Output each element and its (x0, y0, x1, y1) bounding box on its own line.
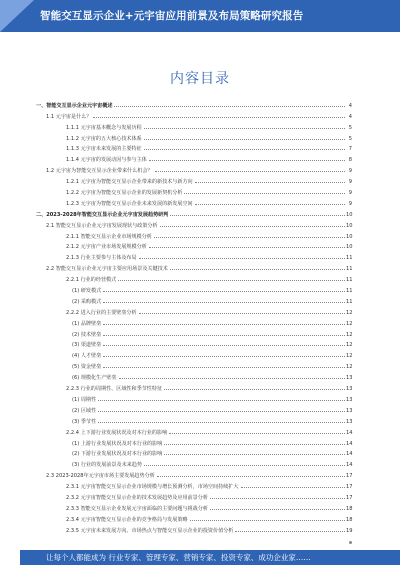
toc-page-number: 13 (346, 386, 353, 393)
toc-entry-text: 1.2.3 元宇宙为智能交互显示企业未来发展的新发展空间 (66, 200, 193, 207)
toc-entry-text: 2.1.3 行业主要参与主体及布局 (66, 255, 137, 262)
toc-page-number: 14 (346, 462, 353, 469)
toc-page-number: 9 (348, 168, 352, 175)
toc-page-number: 12 (346, 309, 353, 316)
toc-page-number: 9 (348, 190, 352, 197)
toc-page-number: 18 (346, 505, 353, 512)
toc-page-number: 8 (348, 157, 352, 164)
toc-page-number: 7 (348, 146, 352, 153)
toc-entry-text: 二、2023-2028年智能交互显示企业元宇宙发展趋势研判 (36, 211, 169, 218)
toc-entry[interactable] (36, 294, 352, 305)
toc-entry[interactable] (36, 218, 352, 229)
toc-entry[interactable] (36, 272, 352, 283)
toc-entry[interactable] (36, 403, 352, 414)
toc-entry[interactable] (36, 98, 352, 109)
toc-entry[interactable] (36, 468, 352, 479)
toc-leader-dots (157, 476, 345, 477)
toc-entry[interactable] (36, 501, 352, 512)
toc-entry[interactable] (36, 490, 352, 501)
toc-leader-dots (103, 367, 345, 368)
toc-page-number: 12 (346, 320, 353, 327)
toc-entry-text: (5) 资金壁垒 (72, 364, 102, 371)
toc-page-number: 11 (346, 277, 353, 284)
toc-entry[interactable] (36, 348, 352, 359)
toc-entry[interactable] (36, 109, 352, 120)
toc-entry-text: (1) 上游行业发展状况及对本行业的影响 (72, 440, 163, 447)
toc-page-number: 11 (346, 266, 353, 273)
toc-entry[interactable] (36, 436, 352, 447)
toc-leader-dots (170, 269, 345, 270)
toc-entry[interactable] (36, 392, 352, 403)
toc-page-number: 14 (346, 429, 353, 436)
page-marker-dot (349, 541, 352, 544)
toc-entry[interactable] (36, 523, 352, 534)
toc-entry-text: 1.1 元宇宙是什么？ (46, 113, 92, 120)
toc-leader-dots (169, 433, 345, 434)
toc-entry[interactable] (36, 185, 352, 196)
toc-entry-text: (3) 行业的发展前景及未来趋势 (72, 462, 142, 469)
toc-leader-dots (149, 160, 345, 161)
toc-page-number: 14 (346, 451, 353, 458)
toc-entry-text: 1.1.2 元宇宙的五大核心技术体系 (66, 135, 142, 142)
footer-banner (0, 550, 400, 565)
toc-page-number: 11 (346, 288, 353, 295)
toc-leader-dots (103, 335, 345, 336)
toc-leader-dots (154, 237, 345, 238)
toc-entry-text: 2.2.4 上下游行业发展状况及对本行业的影响 (66, 429, 168, 436)
toc-leader-dots (170, 215, 345, 216)
banner-accent-shape (0, 0, 34, 32)
toc-entry-text: (2) 下游行业发展状况及对本行业的影响 (72, 451, 163, 458)
toc-entry-text: 2.2.2 进入行业的主要壁垒分析 (66, 309, 137, 316)
toc-leader-dots (164, 389, 345, 390)
toc-page-number: 17 (346, 494, 353, 501)
toc-entry-text: 1.1.3 元宇宙未来发展的主要特征 (66, 146, 142, 153)
toc-leader-dots (114, 106, 345, 107)
toc-page-number: 4 (348, 102, 352, 109)
toc-entry[interactable] (36, 316, 352, 327)
toc-leader-dots (139, 313, 345, 314)
toc-entry-text: 1.2.1 元宇宙为智能交互显示企业带来的新技术与新方向 (66, 179, 193, 186)
toc-leader-dots (195, 182, 345, 183)
toc-entry-text: (2) 采购模式 (72, 298, 102, 305)
toc-leader-dots (103, 345, 345, 346)
toc-heading: 内容目录 (170, 71, 230, 87)
toc-page-number: 11 (346, 255, 353, 262)
toc-page-number: 10 (346, 211, 353, 218)
toc-leader-dots (155, 171, 345, 172)
toc-entry-text: 2.2 智能交互显示企业元宇宙主要应用场景及关键技术 (46, 266, 168, 273)
toc-page-number: 19 (346, 527, 353, 534)
toc-entry[interactable] (36, 338, 352, 349)
toc-leader-dots (241, 487, 346, 488)
toc-entry[interactable] (36, 196, 352, 207)
toc-entry-text: 2.3.1 元宇宙智能交互显示企业市场规模与增长预测分析，市场空间持续扩大 (66, 484, 239, 491)
toc-entry-text: 2.3 2023-2028年元宇宙市场主要发展趋势分析 (46, 473, 155, 480)
toc-entry-text: 2.2.3 行业的周期性、区域性和季节性特征 (66, 386, 163, 393)
toc-entry[interactable] (36, 207, 352, 218)
toc-entry[interactable] (36, 479, 352, 490)
toc-entry[interactable] (36, 381, 352, 392)
toc-page-number: 4 (348, 113, 352, 120)
header-banner (0, 0, 400, 32)
toc-leader-dots (210, 498, 345, 499)
toc-entry-text: (1) 品牌壁垒 (72, 320, 102, 327)
toc-leader-dots (144, 139, 345, 140)
toc-entry-text: (3) 渠道壁垒 (72, 342, 102, 349)
report-title: 智能交互显示企业+元宇宙应用前景及布局策略研究报告 (40, 10, 304, 22)
toc-entry-text: (6) 规模化生产壁垒 (72, 375, 117, 382)
toc-page-number: 12 (346, 342, 353, 349)
toc-page-number: 13 (346, 418, 353, 425)
toc-leader-dots (119, 378, 346, 379)
toc-page-number: 5 (348, 135, 352, 142)
toc-entry[interactable] (36, 283, 352, 294)
toc-entry[interactable] (36, 152, 352, 163)
toc-entry[interactable] (36, 163, 352, 174)
toc-leader-dots (164, 444, 345, 445)
toc-page-number: 10 (346, 244, 353, 251)
toc-leader-dots (210, 509, 345, 510)
toc-page-number: 11 (346, 298, 353, 305)
toc-page-number: 14 (346, 440, 353, 447)
toc-leader-dots (103, 324, 345, 325)
toc-entry-text: 2.2.1 行业的经营模式 (66, 277, 117, 284)
toc-entry[interactable] (36, 240, 352, 251)
toc-entry[interactable] (36, 457, 352, 468)
toc-entry-text: 1.1.4 元宇宙的发展动因与参与主体 (66, 157, 147, 164)
toc-page-number: 12 (346, 364, 353, 371)
toc-entry[interactable] (36, 229, 352, 240)
toc-page-number: 17 (346, 484, 353, 491)
toc-entry[interactable] (36, 414, 352, 425)
toc-entry[interactable] (36, 120, 352, 131)
toc-leader-dots (98, 400, 345, 401)
toc-entry[interactable] (36, 305, 352, 316)
toc-entry[interactable] (36, 131, 352, 142)
toc-entry[interactable] (36, 174, 352, 185)
toc-entry[interactable] (36, 261, 352, 272)
toc-leader-dots (149, 247, 345, 248)
toc-page-number: 12 (346, 331, 353, 338)
toc-entry-text: 1.2.2 元宇宙为智能交互显示企业的发展新契机分析 (66, 190, 183, 197)
toc-entry-text: 2.1.1 智能交互显示企业市场规模分析 (66, 233, 152, 240)
toc-leader-dots (139, 258, 345, 259)
toc-entry-text: (2) 技术壁垒 (72, 331, 102, 338)
footer-accent-shape (0, 550, 20, 565)
toc-entry[interactable] (36, 370, 352, 381)
toc-page-number: 13 (346, 396, 353, 403)
toc-entry-text: (1) 研发模式 (72, 288, 102, 295)
toc-page-number: 13 (346, 375, 353, 382)
toc-page-number: 10 (346, 233, 353, 240)
toc-leader-dots (93, 117, 345, 118)
toc-page-number: 5 (348, 124, 352, 131)
toc-leader-dots (118, 280, 345, 281)
toc-entry-text: 1.1.1 元宇宙基本概念与发展历程 (66, 124, 142, 131)
toc-page-number: 9 (348, 200, 352, 207)
toc-leader-dots (144, 149, 345, 150)
toc-entry[interactable] (36, 250, 352, 261)
toc-entry[interactable] (36, 142, 352, 153)
toc-leader-dots (184, 193, 345, 194)
toc-entry-text: (1) 周期性 (72, 396, 97, 403)
toc-entry-text: (4) 人才壁垒 (72, 353, 102, 360)
toc-entry[interactable] (36, 512, 352, 523)
toc-page-number: 17 (346, 473, 353, 480)
toc-leader-dots (144, 465, 345, 466)
toc-entry-text: 2.3.2 元宇宙智能交互显示企业的技术发展趋势及应用前景分析 (66, 494, 208, 501)
toc-leader-dots (98, 411, 345, 412)
toc-entry-text: 2.1.2 元宇宙产业市场发展规模分析 (66, 244, 147, 251)
toc-leader-dots (103, 302, 345, 303)
toc-entry-text: 2.3.3 智能交互显示企业发展元宇宙面临的主要问题与挑战分析 (66, 505, 208, 512)
toc-entry-text: 一、智能交互显示企业元宇宙概述 (36, 102, 113, 109)
toc-leader-dots (195, 204, 345, 205)
toc-entry-text: 2.3.5 元宇宙未来发展方向、市场热点与智能交互显示企业的投资价值分析 (66, 527, 234, 534)
toc-entry[interactable] (36, 359, 352, 370)
toc-page-number: 9 (348, 179, 352, 186)
toc-leader-dots (144, 128, 345, 129)
toc-entry[interactable] (36, 447, 352, 458)
toc-leader-dots (190, 520, 345, 521)
toc-leader-dots (164, 454, 345, 455)
toc-leader-dots (235, 531, 345, 532)
toc-entry-text: (2) 区域性 (72, 407, 97, 414)
toc-entry[interactable] (36, 425, 352, 436)
toc-page-number: 12 (346, 353, 353, 360)
toc-entry-text: 2.1 智能交互显示企业元宇宙发展现状与政策分析 (46, 222, 158, 229)
toc-entry-text: (3) 季节性 (72, 418, 97, 425)
toc-page-number: 18 (346, 516, 353, 523)
toc-entry-text: 2.3.4 元宇宙智能交互显示企业的竞争格局与发展策略 (66, 516, 188, 523)
footer-slogan: 让每个人都能成为 行业专家、管理专家、营销专家、投资专家、成功企业家…… (46, 553, 311, 562)
toc-leader-dots (103, 291, 345, 292)
toc-entry[interactable] (36, 327, 352, 338)
toc-page-number: 13 (346, 407, 353, 414)
toc-entry-text: 1.2 元宇宙为智能交互显示企业带来什么机会？ (46, 168, 153, 175)
toc-leader-dots (98, 422, 345, 423)
toc-page-number: 10 (346, 222, 353, 229)
toc-leader-dots (160, 226, 345, 227)
table-of-contents (36, 98, 352, 534)
toc-leader-dots (103, 356, 345, 357)
